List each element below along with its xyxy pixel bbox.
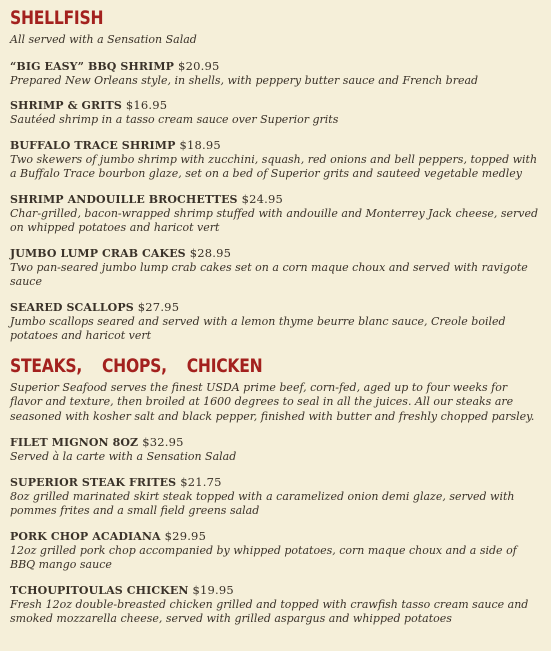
item-price: $19.95 [192, 582, 234, 597]
menu-item [10, 192, 541, 236]
menu-item [10, 138, 541, 182]
menu-item [10, 246, 541, 290]
item-name: SHRIMP ANDOUILLE BROCHETTES [10, 192, 238, 206]
item-name: SHRIMP & GRITS [10, 99, 122, 112]
item-price: $27.95 [137, 299, 180, 314]
item-name: BUFFALO TRACE SHRIMP [10, 138, 176, 152]
item-description: Two skewers of jumbo shrimp with zucchini, squash, red onions and bell peppers, topped with a Buffalo Trace bourbon glaze, set on a bed of Superior grits and sauteed vegetable medley [10, 152, 538, 180]
menu-item [10, 529, 541, 573]
item-name: SUPERIOR STEAK FRITES [10, 475, 177, 489]
item-name: “BIG EASY” BBQ SHRIMP [10, 59, 175, 73]
item-price: $16.95 [125, 98, 168, 112]
menu-item [10, 583, 541, 627]
menu-item [10, 475, 541, 519]
item-description: Fresh 12oz double-breasted chicken grilled and topped with crawfish tasso cream sauce and smoked mozzarella cheese, served with grilled aspargus and whipped potatoes [10, 597, 529, 625]
item-price: $29.95 [164, 528, 207, 543]
item-description: Sautéed shrimp in a tasso cream sauce over Superior grits [10, 113, 339, 126]
menu-item [10, 98, 541, 128]
item-description: 8oz grilled marinated skirt steak topped with a caramelized onion demi glaze, served with pommes frites and a small field greens salad [10, 489, 515, 517]
item-description: Served à la carte with a Sensation Salad [10, 450, 237, 463]
item-name: JUMBO LUMP CRAB CAKES [10, 246, 186, 260]
item-description: Char-grilled, bacon-wrapped shrimp stuffed with andouille and Monterrey Jack cheese, served on whipped potatoes and haricot vert [10, 206, 539, 234]
item-description: Prepared New Orleans style, in shells, with peppery butter sauce and French bread [10, 73, 479, 87]
item-price: $21.75 [180, 474, 222, 489]
item-price: $20.95 [178, 58, 220, 73]
menu-section-shellfish [10, 6, 541, 344]
item-price: $32.95 [142, 435, 184, 449]
section-title: SHELLFISH [10, 7, 104, 29]
menu-section-steaks-chops-chicken [10, 354, 541, 627]
section-title: STEAKS, CHOPS, CHICKEN [10, 354, 263, 377]
item-name: SEARED SCALLOPS [10, 300, 134, 314]
item-price: $18.95 [179, 137, 221, 152]
item-name: PORK CHOP ACADIANA [10, 529, 161, 543]
item-description: Jumbo scallops seared and served with a lemon thyme beurre blanc sauce, Creole boiled potatoes and haricot vert [10, 314, 506, 342]
menu-item [10, 300, 541, 344]
item-description: Two pan-seared jumbo lump crab cakes set on a corn maque choux and served with ravigote sauce [10, 260, 528, 288]
item-price: $28.95 [189, 245, 232, 260]
item-name: TCHOUPITOULAS CHICKEN [10, 583, 189, 597]
menu-item [10, 59, 541, 89]
menu-item [10, 435, 541, 465]
item-description: 12oz grilled pork chop accompanied by whipped potatoes, corn maque choux and a side of BBQ mango sauce [10, 543, 517, 571]
item-name: FILET MIGNON 8OZ [10, 436, 139, 449]
section-intro: All served with a Sensation Salad [10, 33, 197, 46]
section-intro: Superior Seafood serves the finest USDA prime beef, corn-fed, aged up to four weeks for flavor and texture, then broiled at 1600 degrees to seal in all the juices. All our steaks are seasoned with kosher salt and black pepper, finished with butter and freshly chopped parsley. [10, 380, 535, 423]
item-price: $24.95 [241, 191, 284, 206]
